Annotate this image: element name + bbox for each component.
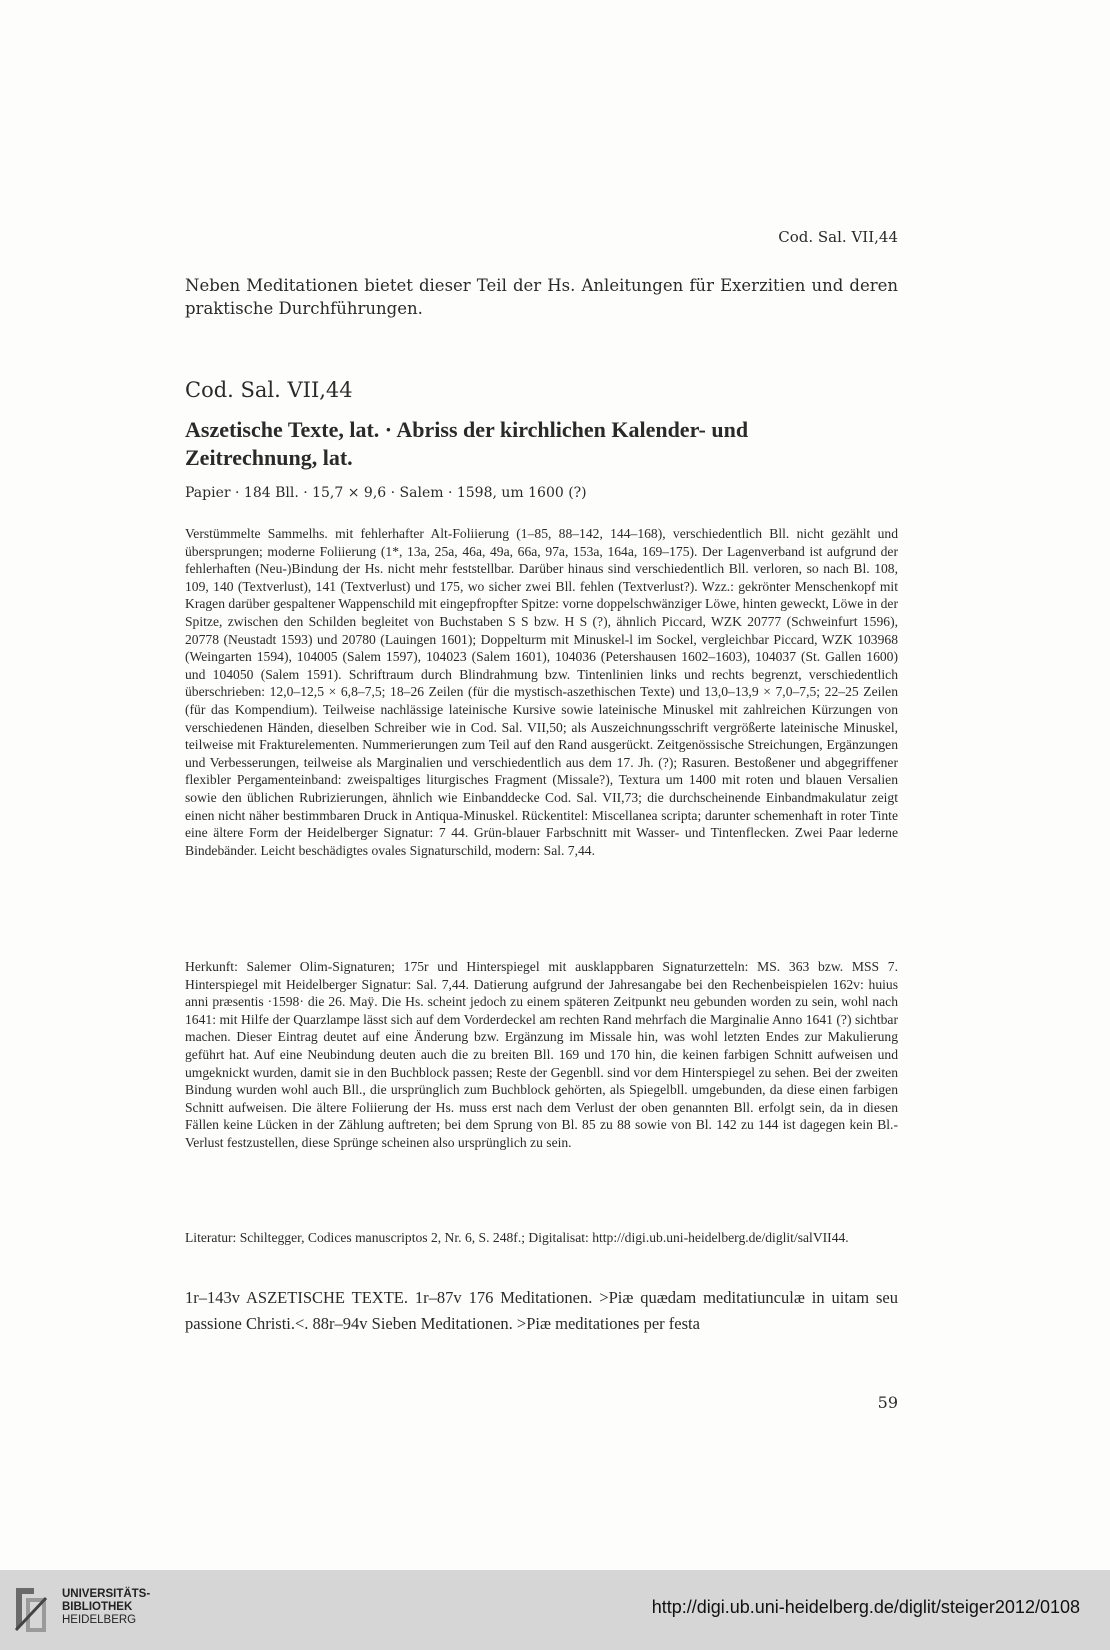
running-head: Cod. Sal. VII,44	[778, 228, 898, 246]
library-name-line2: BIBLIOTHEK	[62, 1601, 133, 1613]
footer-bar	[0, 1570, 1110, 1650]
page-number: 59	[877, 1393, 898, 1412]
library-name-line3: HEIDELBERG	[62, 1614, 137, 1626]
footer-url-link[interactable]: http://digi.ub.uni-heidelberg.de/diglit/steiger2012/0108	[651, 1597, 1080, 1617]
library-logo-icon	[12, 1584, 52, 1636]
library-name	[62, 1588, 150, 1627]
codex-title: Cod. Sal. VII,44	[185, 378, 353, 402]
main-title: Aszetische Texte, lat. · Abriss der kirchlichen Kalender- und Zeitrechnung, lat.	[185, 417, 749, 470]
library-name-line1: UNIVERSITÄTS-	[62, 1588, 151, 1600]
intro-paragraph: Neben Meditationen bietet dieser Teil der Hs. Anleitungen für Exerzitien und deren praktische Durchführungen.	[185, 276, 898, 318]
codicological-description: Verstümmelte Sammelhs. mit fehlerhafter Alt-Foliierung (1–85, 88–142, 144–168), verschiedentlich Bll. nicht gezählt und übersprungen; moderne Foliierung (1*, 13a, 25a, 46a, 49a, 66a, 97a, 153a, 164a, 169–175). Der Lagenverband ist aufgrund der fehlerhaften (Neu-)Bindung der Hs. nicht mehr feststellbar. Darüber hinaus sind verschiedentlich Bll. verloren, so nach Bl. 108, 109, 140 (Textverlust), 141 (Textverlust) und 175, wo sicher zwei Bll. fehlen (Textverlust?). Wzz.: gekrönter Menschenkopf mit Kragen darüber gespaltener Wappenschild mit eingepfropfter Spitze: vorne doppelschwänziger Löwe, hinten geweckt, Löwe in der Spitze, zwischen den Schilden begleitet von Buchstaben S S bzw. H S (?), ähnlich Piccard, WZK 20777 (Schweinfurt 1596), 20778 (Neustadt 1593) und 20780 (Lauingen 1601); Doppelturm mit Minuskel-l im Sockel, vergleichbar Piccard, WZK 103968 (Weingarten 1594), 104005 (Salem 1597), 104023 (Salem 1601), 104036 (Petershausen 1602–1603), 104037 (St. Gallen 1600) und 104050 (Salem 1591). Schriftraum durch Blindrahmung bzw. Tintenlinien links und rechts begrenzt, verschiedentlich überschrieben: 12,0–12,5 × 6,8–7,5; 18–26 Zeilen (für die mystisch-aszethischen Texte) und 13,0–13,9 × 7,0–7,5; 22–25 Zeilen (für das Kompendium). Teilweise nachlässige lateinische Kursive sowie lateinische Minuskel mit zahlreichen Kürzungen von verschiedenen Händen, dieselben Schreiber wie in Cod. Sal. VII,50; als Auszeichnungsschrift vergrößerte lateinische Minuskel, teilweise mit Frakturelementen. Nummerierungen zum Teil auf den Rand ausgerückt. Zeitgenössische Streichungen, Ergänzungen und Verbesserungen, teilweise als Marginalien und verschiedentlich aus dem 17. Jh. (?); Rasuren. Bestoßener und abgegriffener flexibler Pergamenteinband: zweispaltiges liturgisches Fragment (Missale?), Textura um 1400 mit roten und blauen Versalien sowie den üblichen Rubrizierungen, ähnlich wie Einbanddecke Cod. Sal. VII,73; die durchscheinende Einbandmakulatur zeigt einen nicht näher bestimmbaren Druck in Antiqua-Minuskel. Rückentitel: Miscellanea scripta; darunter schemenhaft in roter Tinte eine ältere Form der Heidelberger Signatur: 7 44. Grün-blauer Farbschnitt mit Wasser- und Tintenflecken. Zwei Paar lederne Bindebänder. Leicht beschädigtes ovales Signaturschild, modern: Sal. 7,44.	[185, 526, 898, 858]
literature-paragraph: Literatur: Schiltegger, Codices manuscriptos 2, Nr. 6, S. 248f.; Digitalisat: http://digi.ub.uni-heidelberg.de/diglit/salVII44.	[185, 1230, 849, 1245]
provenance-paragraph: Herkunft: Salemer Olim-Signaturen; 175r und Hinterspiegel mit ausklappbaren Signaturzetteln: MS. 363 bzw. MSS 7. Hinterspiegel mit Heidelberger Signatur: Sal. 7,44. Datierung aufgrund der Jahresangabe bei den Rechenbeispielen 162v: huius anni præsentis ·1598· die 26. Maÿ. Die Hs. scheint jedoch zu einem späteren Zeitpunkt neu gebunden worden zu sein, wohl nach 1641: mit Hilfe der Quarzlampe lässt sich auf dem Vorderdeckel am rechten Rand mehrfach die Marginalie Anno 1641 (?) sichtbar machen. Dieser Eintrag deutet auf eine Änderung bzw. Ergänzung im Missale hin, was wohl letzten Endes zur Makulierung geführt hat. Auf eine Neubindung deuten auch die zu breiten Bll. 169 und 170 hin, die keinen farbigen Schnitt aufweisen und umgeknickt wurden, damit sie in den Buchblock passen; Reste der Gegenbll. sind vor dem Hinterspiegel zu sehen. Bei der zweiten Bindung wurden wohl auch Bll., die ursprünglich zum Buchblock gehörten, als Spiegelbll. umgebunden, da diese einen farbigen Schnitt aufweisen. Die ältere Foliierung der Hs. muss erst nach dem Verlust der oben genannten Bll. erfolgt sein, da in diesen Fällen keine Lücken in der Zählung auftreten; bei dem Sprung von Bl. 85 zu 88 sowie von Bl. 142 zu 144 ist dagegen kein Bl.-Verlust festzustellen, diese Sprünge scheinen also ursprünglich zu sein.	[185, 959, 898, 1150]
physical-description: Papier · 184 Bll. · 15,7 × 9,6 · Salem · 1598, um 1600 (?)	[185, 485, 587, 501]
contents-paragraph: 1r–143v ASZETISCHE TEXTE. 1r–87v 176 Meditationen. >Piæ quædam meditatiunculæ in uitam seu passione Christi.<. 88r–94v Sieben Meditationen. >Piæ meditationes per festa	[185, 1288, 898, 1333]
